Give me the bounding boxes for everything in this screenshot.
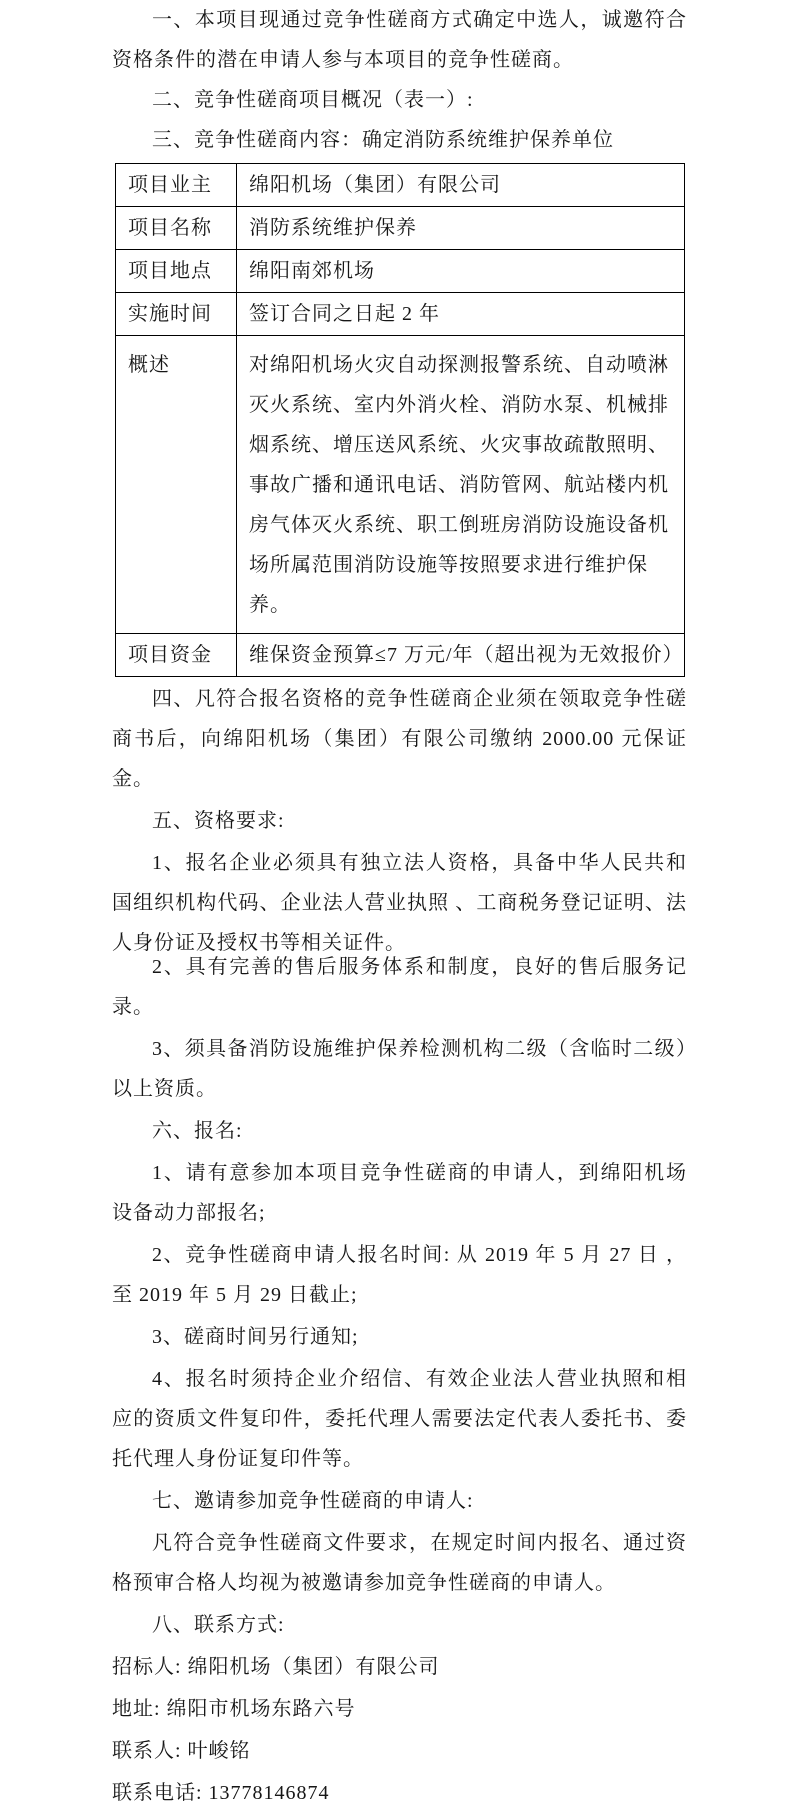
para-section-6-item-2: 2、竞争性磋商申请人报名时间: 从 2019 年 5 月 27 日 ，至 2019 年 5 月 29 日截止;: [112, 1244, 687, 1306]
contact-address: 地址: 绵阳市机场东路六号: [112, 1698, 356, 1720]
table-label-implementation-period: 实施时间: [116, 293, 237, 336]
table-row-project-budget: [116, 634, 685, 677]
table-value-project-owner: 绵阳机场（集团）有限公司: [237, 164, 685, 207]
para-section-4-deposit: 四、凡符合报名资格的竞争性磋商企业须在领取竞争性磋商书后，向绵阳机场（集团）有限公司缴纳 2000.00 元保证金。: [112, 688, 687, 790]
para-section-6-title: 六、报名:: [152, 1120, 243, 1142]
para-section-1-notice: 一、本项目现通过竞争性磋商方式确定中选人，诚邀符合资格条件的潜在申请人参与本项目的竞争性磋商。: [112, 9, 687, 71]
para-section-3-content: 三、竞争性磋商内容：确定消防系统维护保养单位: [152, 129, 614, 151]
para-section-7-title: 七、邀请参加竞争性磋商的申请人:: [152, 1490, 474, 1512]
para-section-5-item-1: 1、报名企业必须具有独立法人资格，具备中华人民共和国组织机构代码、企业法人营业执照 、工商税务登记证明、法人身份证及授权书等相关证件。: [112, 852, 687, 954]
table-row-project-name: [116, 207, 685, 250]
para-section-5-item-2: 2、具有完善的售后服务体系和制度，良好的售后服务记录。: [112, 956, 687, 1018]
para-section-8-title: 八、联系方式:: [152, 1614, 285, 1636]
table-value-overview: 对绵阳机场火灾自动探测报警系统、自动喷淋灭火系统、室内外消火栓、消防水泵、机械排烟系统、增压送风系统、火灾事故疏散照明、事故广播和通讯电话、消防管网、航站楼内机房气体灭火系统、职工倒班房消防设施设备机场所属范围消防设施等按照要求进行维护保养。: [237, 336, 685, 634]
project-overview-table: [115, 163, 685, 677]
table-row-project-owner: [116, 164, 685, 207]
table-label-project-location: 项目地点: [116, 250, 237, 293]
table-value-project-location: 绵阳南郊机场: [237, 250, 685, 293]
table-value-implementation-period: 签订合同之日起 2 年: [237, 293, 685, 336]
para-section-2-overview-heading: 二、竞争性磋商项目概况（表一）:: [152, 89, 474, 111]
para-section-7-body: 凡符合竞争性磋商文件要求，在规定时间内报名、通过资格预审合格人均视为被邀请参加竞争性磋商的申请人。: [112, 1532, 687, 1594]
table-label-overview: 概述: [116, 336, 237, 634]
contact-bidder: 招标人: 绵阳机场（集团）有限公司: [112, 1656, 440, 1678]
table-label-project-name: 项目名称: [116, 207, 237, 250]
table-row-overview: [116, 336, 685, 634]
para-section-5-item-3: 3、须具备消防设施维护保养检测机构二级（含临时二级）以上资质。: [112, 1038, 687, 1100]
table-value-project-budget: 维保资金预算≤7 万元/年（超出视为无效报价）: [237, 634, 685, 677]
table-row-project-location: [116, 250, 685, 293]
table-row-implementation-period: [116, 293, 685, 336]
contact-person: 联系人: 叶峻铭: [112, 1740, 251, 1762]
para-section-6-item-3: 3、磋商时间另行通知;: [152, 1326, 359, 1348]
para-section-6-item-4: 4、报名时须持企业介绍信、有效企业法人营业执照和相应的资质文件复印件，委托代理人需要法定代表人委托书、委托代理人身份证复印件等。: [112, 1368, 687, 1470]
table-label-project-budget: 项目资金: [116, 634, 237, 677]
table-label-project-owner: 项目业主: [116, 164, 237, 207]
para-section-5-title: 五、资格要求:: [152, 810, 285, 832]
para-section-6-item-1: 1、请有意参加本项目竞争性磋商的申请人，到绵阳机场设备动力部报名;: [112, 1162, 687, 1224]
contact-phone: 联系电话: 13778146874: [112, 1782, 330, 1804]
table-value-project-name: 消防系统维护保养: [237, 207, 685, 250]
